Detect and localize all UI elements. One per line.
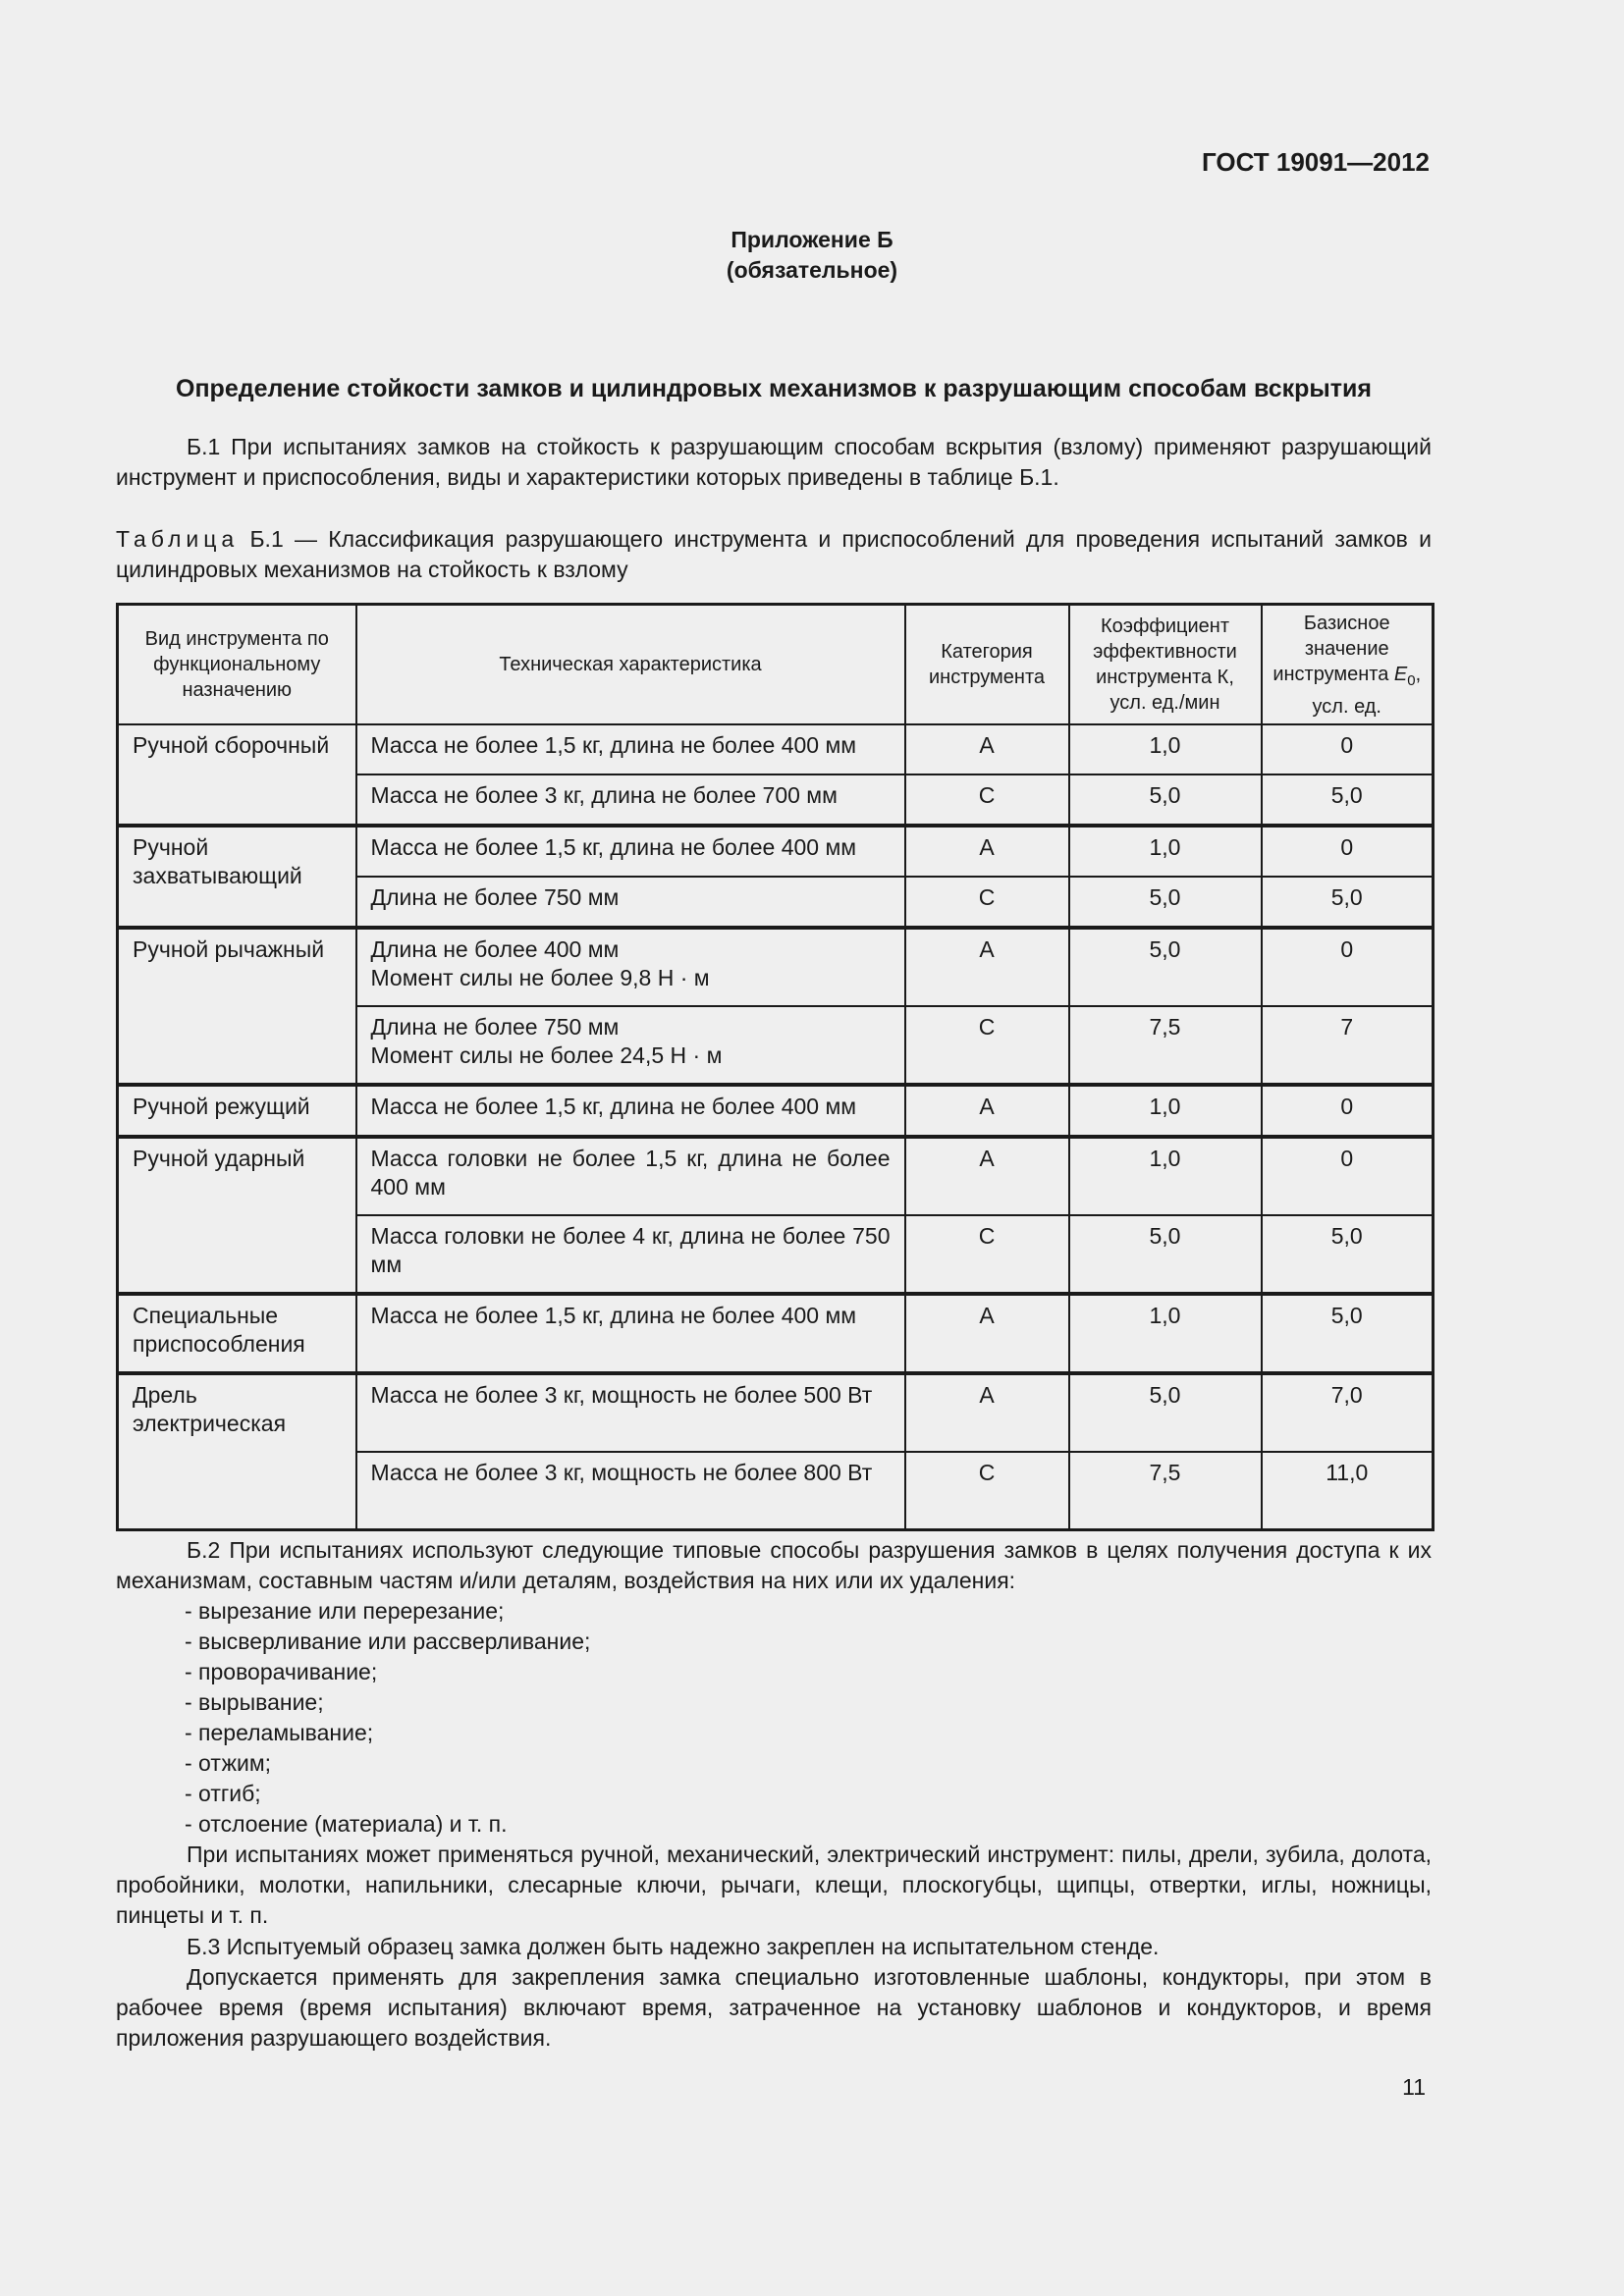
page-number: 11 bbox=[1402, 2074, 1426, 2100]
cell-category: С bbox=[905, 1215, 1069, 1294]
appendix-heading bbox=[0, 225, 1624, 286]
paragraph-b2: Б.2 При испытаниях используют следующие типовые способы разрушения замков в целях получения доступа к их механизмам, составным частям и/или деталям, воздействия на них или их удаления: bbox=[116, 1537, 1432, 1593]
table-caption bbox=[116, 524, 1432, 585]
cell-spec: Длина не более 750 мм Момент силы не более 24,5 Н · м bbox=[356, 1006, 905, 1085]
list-item: - вырезание или перерезание; bbox=[185, 1598, 505, 1624]
cell-coefficient: 5,0 bbox=[1069, 1373, 1262, 1452]
table-caption-label: Таблица bbox=[116, 526, 240, 552]
cell-category: С bbox=[905, 774, 1069, 826]
cell-base-value: 5,0 bbox=[1262, 774, 1434, 826]
cell-coefficient: 7,5 bbox=[1069, 1006, 1262, 1085]
appendix-status: (обязательное) bbox=[726, 257, 898, 283]
cell-base-value: 0 bbox=[1262, 928, 1434, 1006]
cell-base-value: 11,0 bbox=[1262, 1452, 1434, 1530]
list-item: - высверливание или рассверливание; bbox=[185, 1629, 591, 1654]
table-header-row bbox=[118, 605, 1434, 725]
paragraph-b3: Б.3 Испытуемый образец замка должен быть надежно закреплен на испытательном стенде. bbox=[187, 1934, 1160, 1959]
symbol-e-sub: 0 bbox=[1407, 671, 1416, 689]
list-item: - вырывание; bbox=[185, 1689, 324, 1715]
standard-number: ГОСТ 19091—2012 bbox=[1202, 147, 1430, 177]
list-item: - проворачивание; bbox=[185, 1659, 378, 1684]
cell-category: А bbox=[905, 724, 1069, 774]
table-row bbox=[118, 724, 1434, 774]
cell-category: А bbox=[905, 826, 1069, 877]
cell-base-value: 0 bbox=[1262, 724, 1434, 774]
cell-category: С bbox=[905, 1006, 1069, 1085]
cell-spec: Масса не более 1,5 кг, длина не более 400 мм bbox=[356, 724, 905, 774]
cell-base-value: 0 bbox=[1262, 1085, 1434, 1137]
table-row bbox=[118, 1137, 1434, 1215]
tool-classification-table bbox=[116, 603, 1435, 1531]
cell-spec: Масса не более 3 кг, длина не более 700 мм bbox=[356, 774, 905, 826]
cell-tool-type: Ручной захватывающий bbox=[118, 826, 356, 928]
table-caption-text: Б.1 — Классификация разрушающего инструмента и приспособлений для проведения испытаний замков и цилиндровых механизмов на стойкость к взлому bbox=[116, 526, 1432, 582]
cell-tool-type: Ручной рычажный bbox=[118, 928, 356, 1085]
cell-coefficient: 1,0 bbox=[1069, 1085, 1262, 1137]
cell-coefficient: 5,0 bbox=[1069, 774, 1262, 826]
header-base-value: Базисное значение инструмента $E_0$, усл. ед. bbox=[1262, 605, 1434, 725]
cell-tool-type: Ручной режущий bbox=[118, 1085, 356, 1137]
cell-base-value: 5,0 bbox=[1262, 1215, 1434, 1294]
table-row bbox=[118, 928, 1434, 1006]
cell-category: А bbox=[905, 1294, 1069, 1373]
header-coefficient: Коэффициент эффективности инструмента К, усл. ед./мин bbox=[1069, 605, 1262, 725]
header-category: Категория инструмента bbox=[905, 605, 1069, 725]
header-tool-type: Вид инструмента по функциональному назначению bbox=[118, 605, 356, 725]
list-item: - отжим; bbox=[185, 1750, 272, 1776]
cell-category: А bbox=[905, 928, 1069, 1006]
cell-coefficient: 1,0 bbox=[1069, 1137, 1262, 1215]
table-row bbox=[118, 1085, 1434, 1137]
paragraph-b1: Б.1 При испытаниях замков на стойкость к разрушающим способам вскрытия (взлому) применяют разрушающий инструмент и приспособления, виды и характеристики которых приведены в таблице Б.1. bbox=[116, 434, 1432, 490]
cell-coefficient: 1,0 bbox=[1069, 724, 1262, 774]
cell-category: А bbox=[905, 1085, 1069, 1137]
cell-spec: Масса головки не более 1,5 кг, длина не более 400 мм bbox=[356, 1137, 905, 1215]
cell-tool-type: Ручной сборочный bbox=[118, 724, 356, 826]
table-row bbox=[118, 1294, 1434, 1373]
section-title: Определение стойкости замков и цилиндровых механизмов к разрушающим способам вскрытия bbox=[176, 375, 1372, 402]
paragraph-tools: При испытаниях может применяться ручной, механический, электрический инструмент: пилы, дрели, зубила, долота, пробойники, молотки, напильники, слесарные ключи, рычаги, клещи, плоскогубцы, щипцы, отвертки, иглы, ножницы, пинцеты и т. п. bbox=[116, 1842, 1432, 1928]
cell-base-value: 0 bbox=[1262, 1137, 1434, 1215]
cell-base-value: 5,0 bbox=[1262, 877, 1434, 928]
cell-spec: Масса головки не более 4 кг, длина не более 750 мм bbox=[356, 1215, 905, 1294]
cell-coefficient: 5,0 bbox=[1069, 877, 1262, 928]
cell-category: С bbox=[905, 877, 1069, 928]
paragraph-fixing: Допускается применять для закрепления замка специально изготовленные шаблоны, кондукторы, при этом в рабочее время (время испытания) включают время, затраченное на установку шаблонов и кондукторов, и время приложения разрушающего воздействия. bbox=[116, 1964, 1432, 2051]
cell-base-value: 5,0 bbox=[1262, 1294, 1434, 1373]
cell-category: А bbox=[905, 1137, 1069, 1215]
table-row bbox=[118, 826, 1434, 877]
cell-spec: Масса не более 1,5 кг, длина не более 400 мм bbox=[356, 1085, 905, 1137]
table-row bbox=[118, 1373, 1434, 1452]
cell-coefficient: 1,0 bbox=[1069, 1294, 1262, 1373]
cell-tool-type: Ручной ударный bbox=[118, 1137, 356, 1294]
cell-coefficient: 1,0 bbox=[1069, 826, 1262, 877]
symbol-e: E bbox=[1393, 663, 1408, 685]
cell-base-value: 0 bbox=[1262, 826, 1434, 877]
cell-spec: Масса не более 3 кг, мощность не более 800 Вт bbox=[356, 1452, 905, 1530]
appendix-title: Приложение Б bbox=[731, 227, 893, 252]
cell-spec: Длина не более 400 мм Момент силы не более 9,8 Н · м bbox=[356, 928, 905, 1006]
cell-category: А bbox=[905, 1373, 1069, 1452]
list-item: - отгиб; bbox=[185, 1781, 261, 1806]
cell-spec: Масса не более 3 кг, мощность не более 500 Вт bbox=[356, 1373, 905, 1452]
cell-spec: Масса не более 1,5 кг, длина не более 400 мм bbox=[356, 1294, 905, 1373]
cell-base-value: 7 bbox=[1262, 1006, 1434, 1085]
cell-tool-type: Дрель электрическая bbox=[118, 1373, 356, 1530]
list-item: - переламывание; bbox=[185, 1720, 374, 1745]
cell-spec: Масса не более 1,5 кг, длина не более 400 мм bbox=[356, 826, 905, 877]
cell-tool-type: Специальные приспособления bbox=[118, 1294, 356, 1373]
cell-coefficient: 7,5 bbox=[1069, 1452, 1262, 1530]
cell-coefficient: 5,0 bbox=[1069, 1215, 1262, 1294]
methods-list bbox=[185, 1596, 590, 1840]
header-spec: Техническая характеристика bbox=[356, 605, 905, 725]
cell-category: С bbox=[905, 1452, 1069, 1530]
list-item: - отслоение (материала) и т. п. bbox=[185, 1811, 508, 1837]
cell-spec: Длина не более 750 мм bbox=[356, 877, 905, 928]
cell-coefficient: 5,0 bbox=[1069, 928, 1262, 1006]
cell-base-value: 7,0 bbox=[1262, 1373, 1434, 1452]
